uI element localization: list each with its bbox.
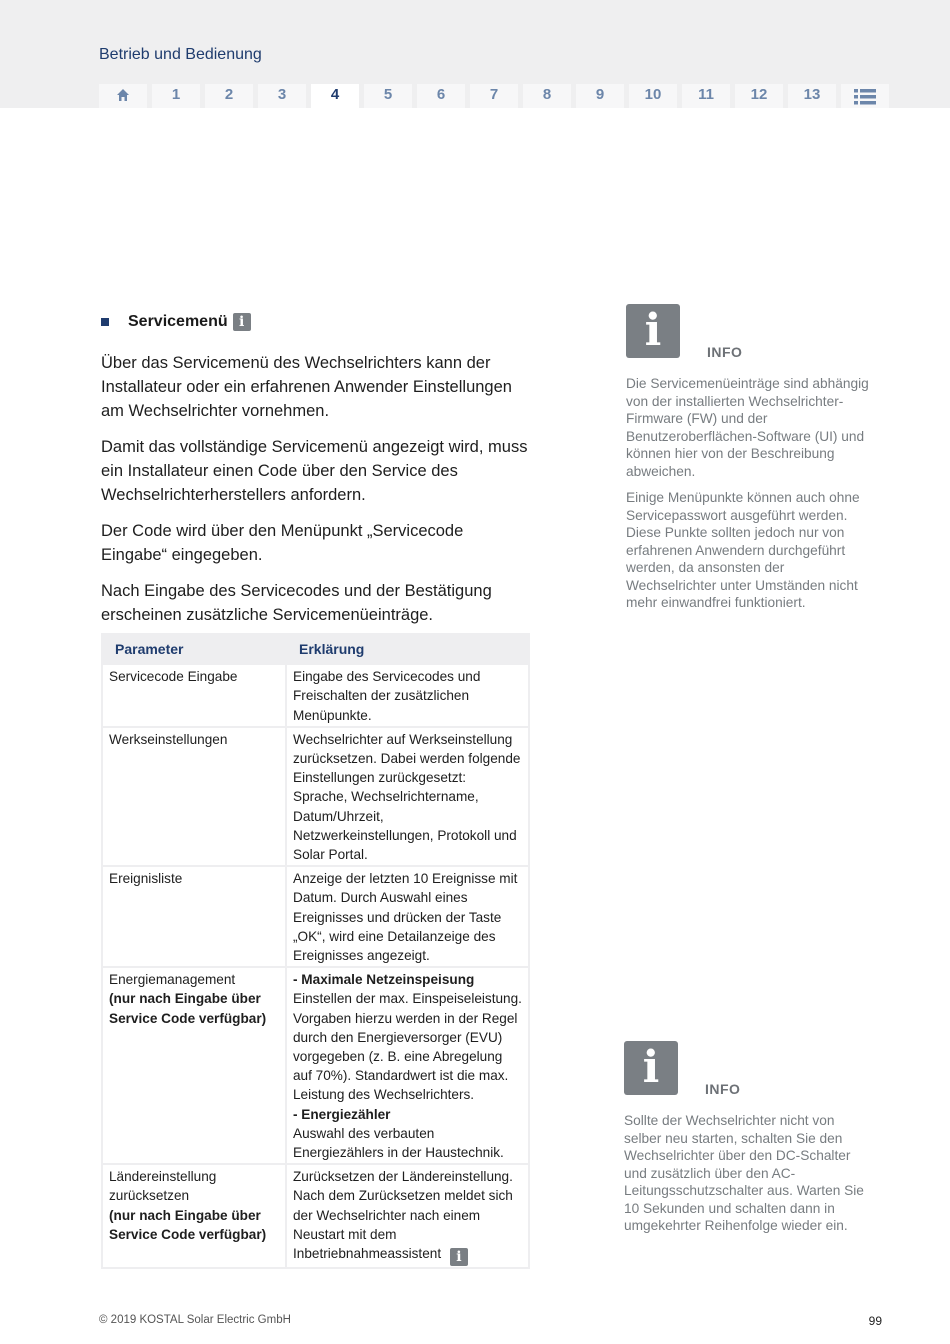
explanation-cell: Anzeige der letzten 10 Ereignisse mit Datum. Durch Auswahl eines Ereignisses und drücken der Taste „OK“, wird eine Detailanzeige des Ereignisses angezeigt.: [286, 866, 529, 967]
explanation-cell: Wechselrichter auf Werkseinstellung zurücksetzen. Dabei werden folgende Einstellungen zurückgesetzt: Sprache, Wechselrichtername, Datum/Uhrzeit, Netzwerkeinstellungen, Protokoll und Solar Portal.: [286, 727, 529, 866]
param-name: Servicecode Eingabe: [109, 669, 238, 685]
info-box-1: [626, 304, 876, 614]
intro-paragraph-4: Nach Eingabe des Servicecodes und der Bestätigung erscheinen zusätzliche Servicemenüeinträge.: [101, 582, 492, 624]
param-name: Werkseinstellungen: [109, 731, 228, 747]
tab-toc[interactable]: [841, 84, 889, 108]
sub-text: Auswahl des verbauten Energiezählers in der Haustechnik.: [293, 1125, 504, 1161]
tab-3[interactable]: 3: [258, 84, 306, 108]
param-cell: [102, 727, 286, 866]
param-cell: [102, 967, 286, 1164]
tab-home[interactable]: [99, 84, 147, 108]
parameter-table: [101, 633, 530, 1269]
tab-9[interactable]: 9: [576, 84, 624, 108]
info-icon[interactable]: i: [450, 1248, 468, 1266]
param-cell: [102, 866, 286, 967]
chapter-tabs: [99, 84, 889, 109]
page-header: [0, 0, 950, 108]
info-label: INFO: [707, 344, 743, 360]
info-text: Die Servicemenüeinträge sind abhängig von der installierten Wechselrichter-Firmware (FW) und der Benutzeroberflächen-Software (UI) und können hier von der Beschreibung abweichen.: [626, 376, 869, 479]
tab-1[interactable]: 1: [152, 84, 200, 108]
servicemenu-heading: [101, 313, 251, 331]
info-text: Einige Menüpunkte können auch ohne Servicepasswort ausgeführt werden. Diese Punkte sollten jedoch nur von erfahrenen Anwendern durchgeführt werden, da ansonsten der Wechselrichter unter Umständen nicht mehr einwandfrei funktioniert.: [626, 490, 860, 610]
column-header-parameter: Parameter: [102, 634, 286, 664]
sub-title: - Maximale Netzeinspeisung: [293, 972, 475, 988]
sub-text: Einstellen der max. Einspeiseleistung. Vorgaben hierzu werden in der Regel durch den Energieversorger (EVU) vorgegeben (z. B. eine Abregelung auf 70%). Standardwert ist die max. Leistung des Wechselrichters.: [293, 991, 522, 1103]
table-header-row: [102, 634, 529, 664]
intro-paragraph-2: Damit das vollständige Servicemenü angezeigt wird, muss ein Installateur einen Code über den Service des Wechselrichterherstellers anfordern.: [101, 438, 528, 504]
table-row: [102, 967, 529, 1164]
param-name: Ereignisliste: [109, 871, 183, 887]
tab-7[interactable]: 7: [470, 84, 518, 108]
info-label: INFO: [705, 1081, 741, 1097]
info-box-2: [624, 1041, 874, 1241]
explanation-text: Zurücksetzen der Ländereinstellung. Nach dem Zurücksetzen meldet sich der Wechselrichter nach einem Neustart mit dem Inbetriebnahmeassistent: [293, 1169, 513, 1262]
column-header-explanation: Erklärung: [286, 634, 529, 664]
list-icon: [854, 88, 876, 106]
param-cell: [102, 664, 286, 727]
param-note: (nur nach Eingabe über Service Code verfügbar): [109, 1207, 267, 1242]
info-icon: i: [624, 1041, 678, 1095]
info-icon: i: [626, 304, 680, 358]
home-icon: [116, 88, 130, 102]
explanation-cell: [286, 967, 529, 1164]
table-row: [102, 727, 529, 866]
param-note: (nur nach Eingabe über Service Code verfügbar): [109, 991, 267, 1026]
tab-10[interactable]: 10: [629, 84, 677, 108]
param-name: Ländereinstellung zurücksetzen: [109, 1169, 217, 1204]
intro-paragraph-3: Der Code wird über den Menüpunkt „Servicecode Eingabe“ eingegeben.: [101, 522, 464, 564]
info-icon[interactable]: i: [233, 313, 251, 331]
tab-5[interactable]: 5: [364, 84, 412, 108]
tab-4[interactable]: 4: [311, 84, 359, 109]
section-title: Betrieb und Bedienung: [99, 46, 262, 63]
table-row: [102, 664, 529, 727]
tab-2[interactable]: 2: [205, 84, 253, 108]
tab-11[interactable]: 11: [682, 84, 730, 108]
sub-title: - Energiezähler: [293, 1106, 391, 1122]
page-number: 99: [868, 1314, 882, 1328]
param-name: Energiemanagement: [109, 972, 236, 988]
heading-text: Servicemenü: [128, 313, 228, 330]
tab-13[interactable]: 13: [788, 84, 836, 108]
copyright: © 2019 KOSTAL Solar Electric GmbH: [99, 1314, 291, 1326]
explanation-cell: [286, 1164, 529, 1268]
table-row: [102, 866, 529, 967]
param-cell: [102, 1164, 286, 1268]
tab-6[interactable]: 6: [417, 84, 465, 108]
info-text: Sollte der Wechselrichter nicht von selber neu starten, schalten Sie den Wechselrichter über den DC-Schalter und zusätzlich über den AC-Leitungsschutzschalter aus. Warten Sie 10 Sekunden und schalten dann in umgekehrter Reihenfolge wieder ein.: [624, 1113, 864, 1233]
intro-paragraph-1: Über das Servicemenü des Wechselrichters kann der Installateur oder ein erfahrenen Anwender Einstellungen am Wechselrichter vornehmen.: [101, 354, 512, 420]
tab-12[interactable]: 12: [735, 84, 783, 108]
tab-8[interactable]: 8: [523, 84, 571, 108]
bullet-square: [101, 318, 109, 326]
explanation-cell: Eingabe des Servicecodes und Freischalten der zusätzlichen Menüpunkte.: [286, 664, 529, 727]
table-row: [102, 1164, 529, 1268]
